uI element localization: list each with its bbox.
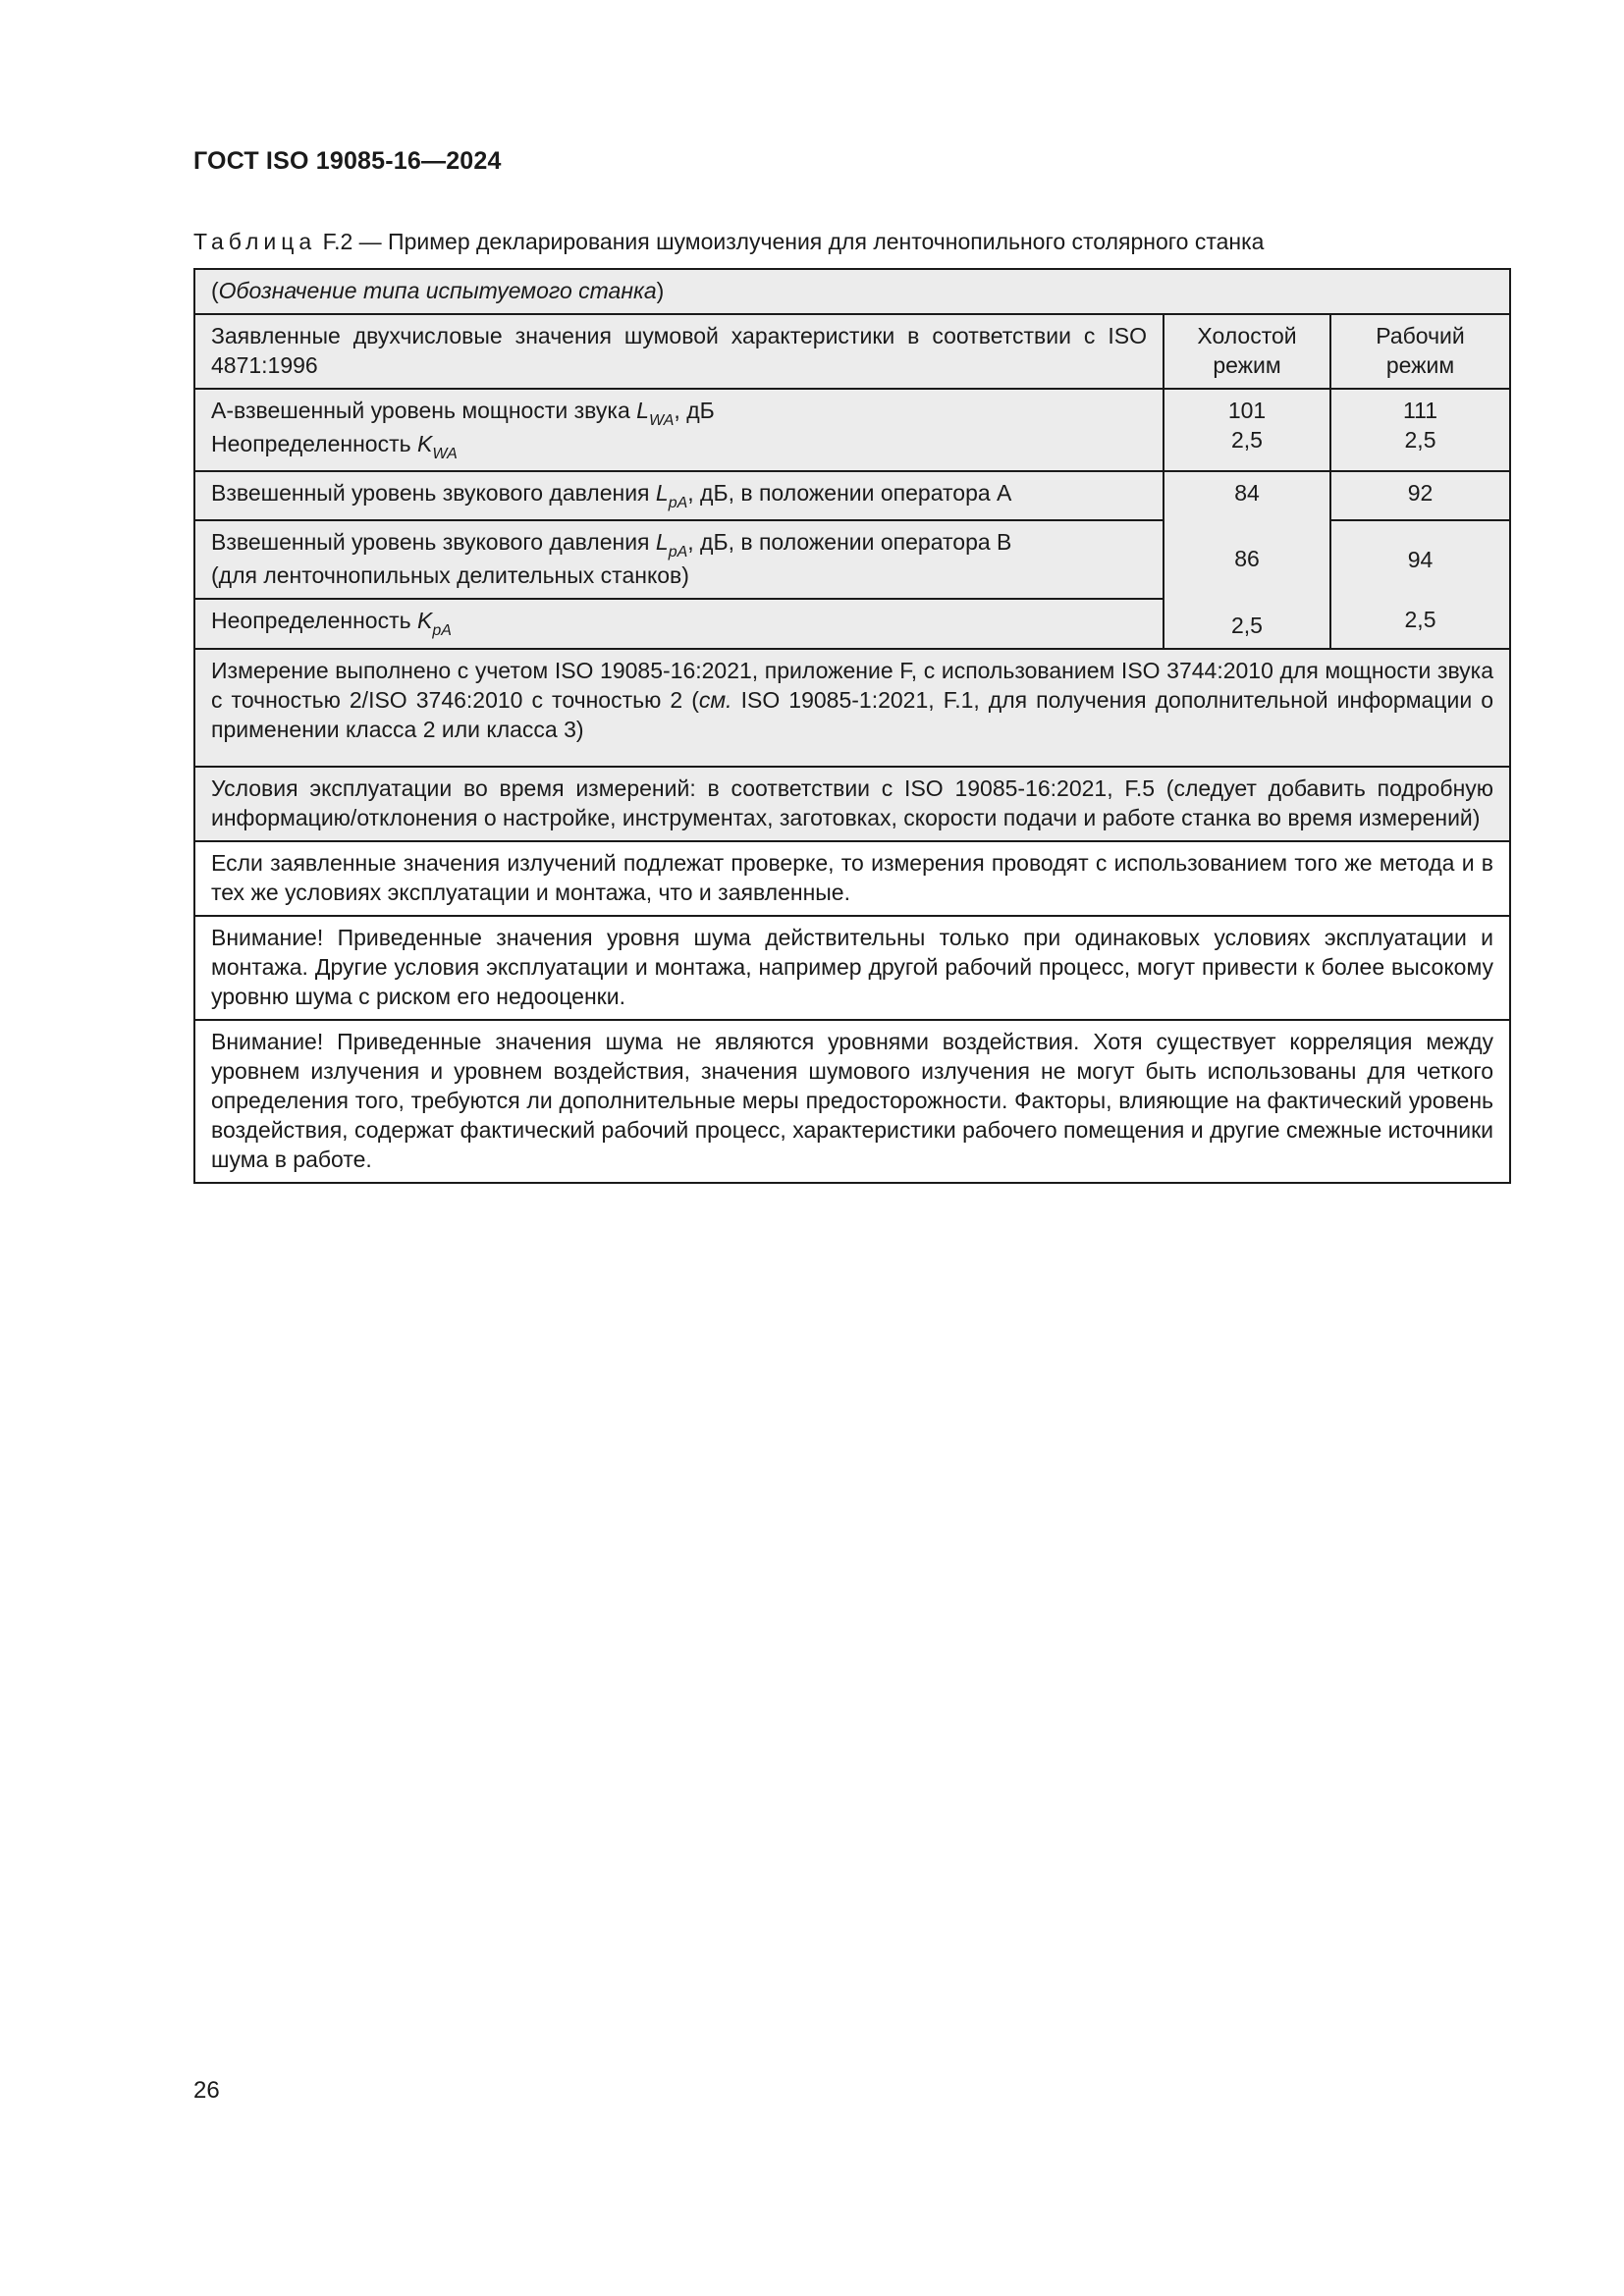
subscript-pa: pA bbox=[668, 544, 688, 561]
machine-type-row bbox=[194, 269, 1510, 314]
pressure-position: , дБ, в положении оператора А bbox=[687, 480, 1012, 506]
page-number: 26 bbox=[193, 2077, 220, 2104]
pressure-a-idle: 84 bbox=[1164, 471, 1330, 520]
pressure-uncertainty-working: 2,5 bbox=[1330, 599, 1510, 649]
pressure-a-label bbox=[194, 471, 1164, 520]
sound-power-working bbox=[1330, 389, 1510, 471]
measurement-text: Измерение выполнено с учетом ISO 19085-16:2021, приложение F, с использованием ISO 3744:2010 для мощности звука с точностью 2/ISO 3746:2010 с точностью 2 ( bbox=[211, 658, 1494, 713]
declared-values-label: Заявленные двухчисловые значения шумовой характеристики в соответствии с ISO 4871:1996 bbox=[194, 314, 1164, 389]
sound-power-label bbox=[194, 389, 1164, 471]
table-caption-text: F.2 — Пример декларирования шумоизлучения для ленточнопильного столярного станка bbox=[322, 229, 1265, 254]
value: 101 bbox=[1227, 398, 1267, 423]
pressure-a-working: 92 bbox=[1330, 471, 1510, 520]
symbol-k: K bbox=[417, 608, 433, 633]
exposure-warning-row bbox=[194, 1020, 1510, 1183]
exposure-warning-note: Внимание! Приведенные значения шума не являются уровнями воздействия. Хотя существует корреляция между уровнем излучения и уровнем воздействия, значения шумового излучения не могут быть использованы для четкого определения того, требуются ли дополнительные меры предосторожности. Факторы, влияющие на фактический уровень воздействия, содержат фактический рабочий процесс, характеристики рабочего помещения и другие смежные источники шума в работе. bbox=[194, 1020, 1510, 1183]
verification-note: Если заявленные значения излучений подлежат проверке, то измерения проводят с использованием того же метода и в тех же условиях эксплуатации и монтажа, что и заявленные. bbox=[194, 841, 1510, 916]
sound-power-idle bbox=[1164, 389, 1330, 471]
warning-note: Внимание! Приведенные значения уровня шума действительны только при одинаковых условиях эксплуатации и монтажа. Другие условия эксплуатации и монтажа, например другой рабочий процесс, могут привести к более высокому уровню шума с риском его недооценки. bbox=[194, 916, 1510, 1020]
symbol-l: L bbox=[636, 398, 649, 423]
measurement-note bbox=[194, 649, 1510, 767]
noise-declaration-table bbox=[193, 268, 1511, 1184]
uncertainty-text: Неопределенность bbox=[211, 431, 417, 456]
unit-db: , дБ bbox=[674, 398, 715, 423]
machine-type-cell bbox=[194, 269, 1510, 314]
conditions-note-row bbox=[194, 767, 1510, 841]
measurement-note-row bbox=[194, 649, 1510, 767]
see-ref: см. bbox=[698, 687, 732, 713]
pressure-b-label bbox=[194, 520, 1164, 599]
subscript-wa: WA bbox=[648, 412, 675, 429]
conditions-note: Условия эксплуатации во время измерений: в соответствии с ISO 19085-16:2021, F.5 (следует добавить подробную информацию/отклонения о настройке, инструментах, заготовках, скорости подачи и работе станка во время измерений) bbox=[194, 767, 1510, 841]
subscript-wa: WA bbox=[432, 446, 458, 462]
document-code: ГОСТ ISO 19085-16—2024 bbox=[193, 147, 502, 175]
sound-power-row bbox=[194, 389, 1510, 471]
uncertainty-value: 2,5 bbox=[1231, 427, 1263, 453]
value: 111 bbox=[1403, 398, 1437, 423]
pressure-b-note: (для ленточнопильных делительных станков) bbox=[211, 562, 689, 588]
pressure-b-working: 94 bbox=[1330, 520, 1510, 599]
warning-note-row bbox=[194, 916, 1510, 1020]
pressure-uncertainty-row bbox=[194, 599, 1510, 649]
column-working-header: Рабочий режим bbox=[1330, 314, 1510, 389]
pressure-position: , дБ, в положении оператора В bbox=[687, 529, 1012, 555]
sound-power-text: А-взвешенный уровень мощности звука bbox=[211, 398, 637, 423]
pressure-text: Взвешенный уровень звукового давления bbox=[211, 529, 656, 555]
verification-note-row bbox=[194, 841, 1510, 916]
pressure-uncertainty-idle: 2,5 bbox=[1164, 599, 1330, 649]
pressure-text: Взвешенный уровень звукового давления bbox=[211, 480, 656, 506]
pressure-uncertainty-label bbox=[194, 599, 1164, 649]
paren-close: ) bbox=[656, 278, 665, 303]
pressure-b-row bbox=[194, 520, 1510, 599]
symbol-k: K bbox=[417, 431, 433, 456]
subscript-pa: pA bbox=[668, 495, 688, 511]
symbol-l: L bbox=[655, 480, 669, 506]
uncertainty-text: Неопределенность bbox=[211, 608, 417, 633]
table-caption bbox=[193, 229, 1264, 255]
header-row bbox=[194, 314, 1510, 389]
measurement-text-end: ISO 19085-1:2021, F.1, для получения дополнительной информации о применении класса 2 или класса 3) bbox=[211, 687, 1494, 742]
symbol-l: L bbox=[655, 529, 669, 555]
column-idle-header: Холостой режим bbox=[1164, 314, 1330, 389]
subscript-pa: pA bbox=[432, 622, 452, 639]
pressure-a-row bbox=[194, 471, 1510, 520]
pressure-b-idle: 86 bbox=[1164, 520, 1330, 599]
uncertainty-value: 2,5 bbox=[1404, 427, 1436, 453]
paren-open: ( bbox=[211, 278, 219, 303]
table-caption-prefix: Таблица bbox=[193, 229, 317, 254]
machine-type-label: Обозначение типа испытуемого станка bbox=[218, 278, 657, 303]
